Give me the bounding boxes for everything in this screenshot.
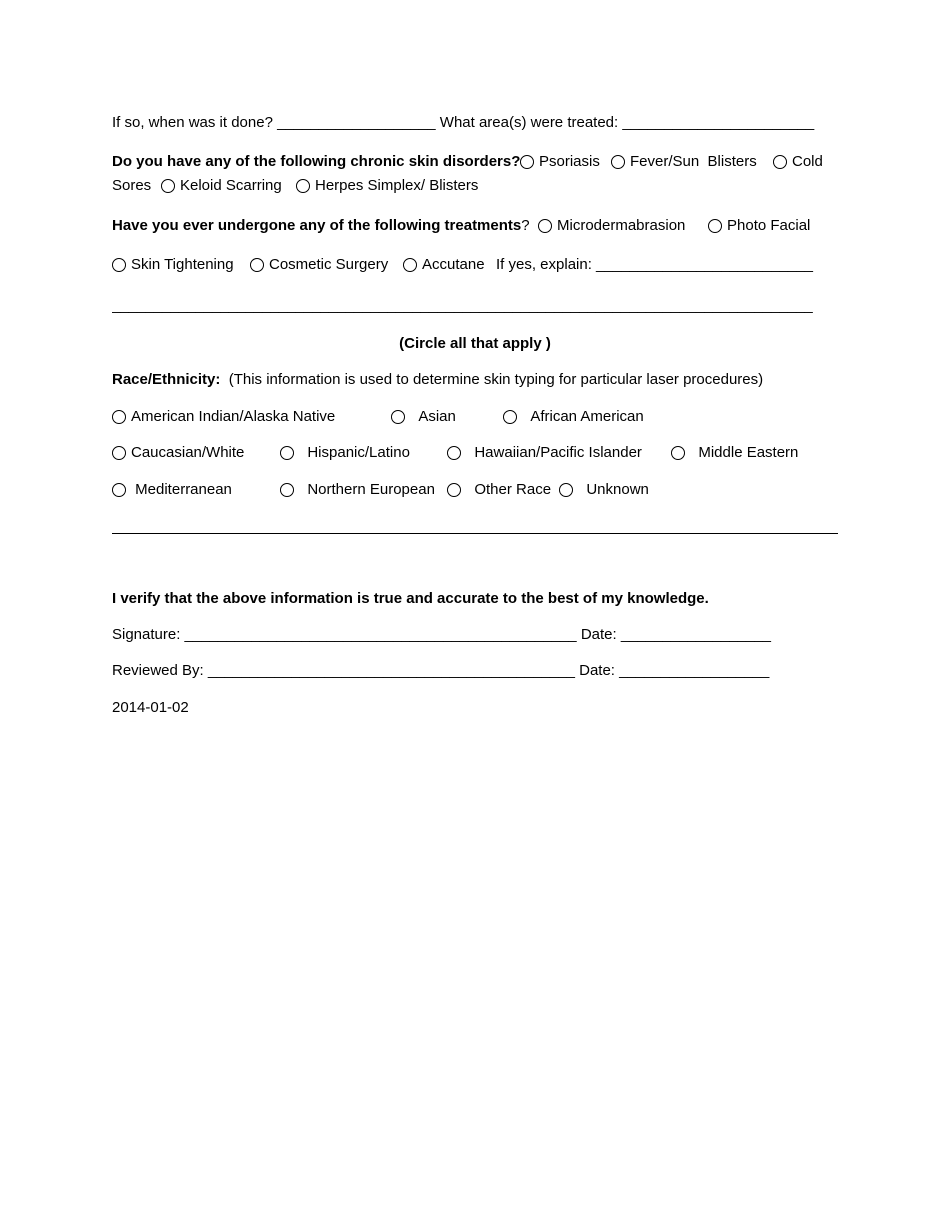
radio-icon[interactable]	[447, 446, 461, 460]
radio-icon[interactable]	[520, 155, 534, 169]
option-cold-sores[interactable]	[773, 152, 823, 172]
reviewed-line	[112, 661, 769, 681]
race-middle-eastern[interactable]	[671, 443, 798, 463]
radio-icon[interactable]	[112, 483, 126, 497]
race-label: Race/Ethnicity:	[112, 371, 221, 388]
option-label: Psoriasis	[539, 153, 600, 170]
option-label: Hawaiian/Pacific Islander	[474, 444, 642, 461]
signature-date-field[interactable]: Date: __________________	[580, 626, 771, 643]
race-northern-european[interactable]	[280, 480, 435, 500]
option-label: Keloid Scarring	[180, 177, 282, 194]
option-label: Hispanic/Latino	[307, 444, 410, 461]
radio-icon[interactable]	[708, 219, 722, 233]
option-fever-sun-blisters[interactable]	[611, 152, 757, 172]
race-caucasian[interactable]	[112, 443, 244, 463]
signature-field[interactable]: Signature: _______________________________________________	[112, 626, 577, 643]
radio-icon[interactable]	[296, 179, 310, 193]
race-other[interactable]	[447, 480, 551, 500]
treatments-question-text: Have you ever undergone any of the following treatments	[112, 217, 522, 234]
option-keloid-scarring[interactable]	[161, 176, 282, 196]
skin-disorders-question: Do you have any of the following chronic skin disorders?	[112, 153, 521, 170]
radio-icon[interactable]	[112, 410, 126, 424]
option-microdermabrasion[interactable]	[538, 216, 685, 236]
signature-line	[112, 625, 771, 645]
radio-icon[interactable]	[391, 410, 405, 424]
option-skin-tightening[interactable]	[112, 255, 234, 275]
option-label: Caucasian/White	[131, 444, 245, 461]
option-cold-sores-continued	[112, 176, 151, 196]
option-label: Other Race	[474, 481, 552, 498]
option-label: Skin Tightening	[131, 256, 234, 273]
race-hawaiian[interactable]	[447, 443, 642, 463]
race-african-american[interactable]	[503, 407, 644, 427]
option-psoriasis[interactable]	[520, 152, 600, 172]
option-label: Accutane	[422, 256, 485, 273]
race-heading	[112, 370, 763, 390]
race-note: (This information is used to determine skin typing for particular laser procedures)	[228, 371, 764, 388]
treatments-question	[112, 216, 530, 236]
option-label: Fever/Sun Blisters	[630, 153, 757, 170]
race-american-indian[interactable]	[112, 407, 335, 427]
radio-icon[interactable]	[250, 258, 264, 272]
race-mediterranean[interactable]	[112, 480, 232, 500]
option-label: Herpes Simplex/ Blisters	[315, 177, 479, 194]
reviewed-date-field[interactable]: Date: __________________	[579, 662, 770, 679]
radio-icon[interactable]	[403, 258, 417, 272]
option-label: Middle Eastern	[698, 444, 799, 461]
option-label: Cosmetic Surgery	[269, 256, 389, 273]
radio-icon[interactable]	[611, 155, 625, 169]
radio-icon[interactable]	[773, 155, 787, 169]
explain-field[interactable]: If yes, explain: __________________________	[496, 256, 813, 273]
radio-icon[interactable]	[280, 483, 294, 497]
verify-statement: I verify that the above information is true and accurate to the best of my knowledge.	[112, 590, 709, 607]
race-asian[interactable]	[391, 407, 456, 427]
circle-note: (Circle all that apply )	[399, 335, 551, 352]
reviewed-by-field[interactable]: Reviewed By: ____________________________________________	[112, 662, 575, 679]
section-divider	[112, 533, 838, 534]
explain-continuation-line[interactable]: ____________________________________________________________________________________	[112, 297, 813, 314]
radio-icon[interactable]	[538, 219, 552, 233]
option-herpes-simplex[interactable]	[296, 176, 478, 196]
radio-icon[interactable]	[112, 258, 126, 272]
option-accutane[interactable]	[403, 255, 485, 275]
radio-icon[interactable]	[503, 410, 517, 424]
option-label: Photo Facial	[727, 217, 811, 234]
option-photo-facial[interactable]	[708, 216, 810, 236]
option-label: Asian	[418, 408, 456, 425]
radio-icon[interactable]	[280, 446, 294, 460]
when-done-label[interactable]: If so, when was it done? ___________________	[112, 114, 436, 131]
radio-icon[interactable]	[161, 179, 175, 193]
race-hispanic[interactable]	[280, 443, 410, 463]
radio-icon[interactable]	[671, 446, 685, 460]
form-date: 2014-01-02	[112, 699, 189, 716]
option-label: African American	[530, 408, 644, 425]
radio-icon[interactable]	[559, 483, 573, 497]
treatments-question-mark: ?	[521, 217, 530, 234]
option-label: Microdermabrasion	[557, 217, 686, 234]
option-label: Cold	[792, 153, 823, 170]
option-label: Unknown	[586, 481, 649, 498]
option-cosmetic-surgery[interactable]	[250, 255, 388, 275]
option-label: Sores	[112, 177, 152, 194]
option-label: American Indian/Alaska Native	[131, 408, 336, 425]
option-label: Northern European	[307, 481, 435, 498]
radio-icon[interactable]	[447, 483, 461, 497]
radio-icon[interactable]	[112, 446, 126, 460]
option-label: Mediterranean	[135, 481, 232, 498]
race-unknown[interactable]	[559, 480, 649, 500]
treatment-followup-line	[112, 113, 814, 133]
area-treated-label[interactable]: What area(s) were treated: _______________________	[439, 114, 815, 131]
